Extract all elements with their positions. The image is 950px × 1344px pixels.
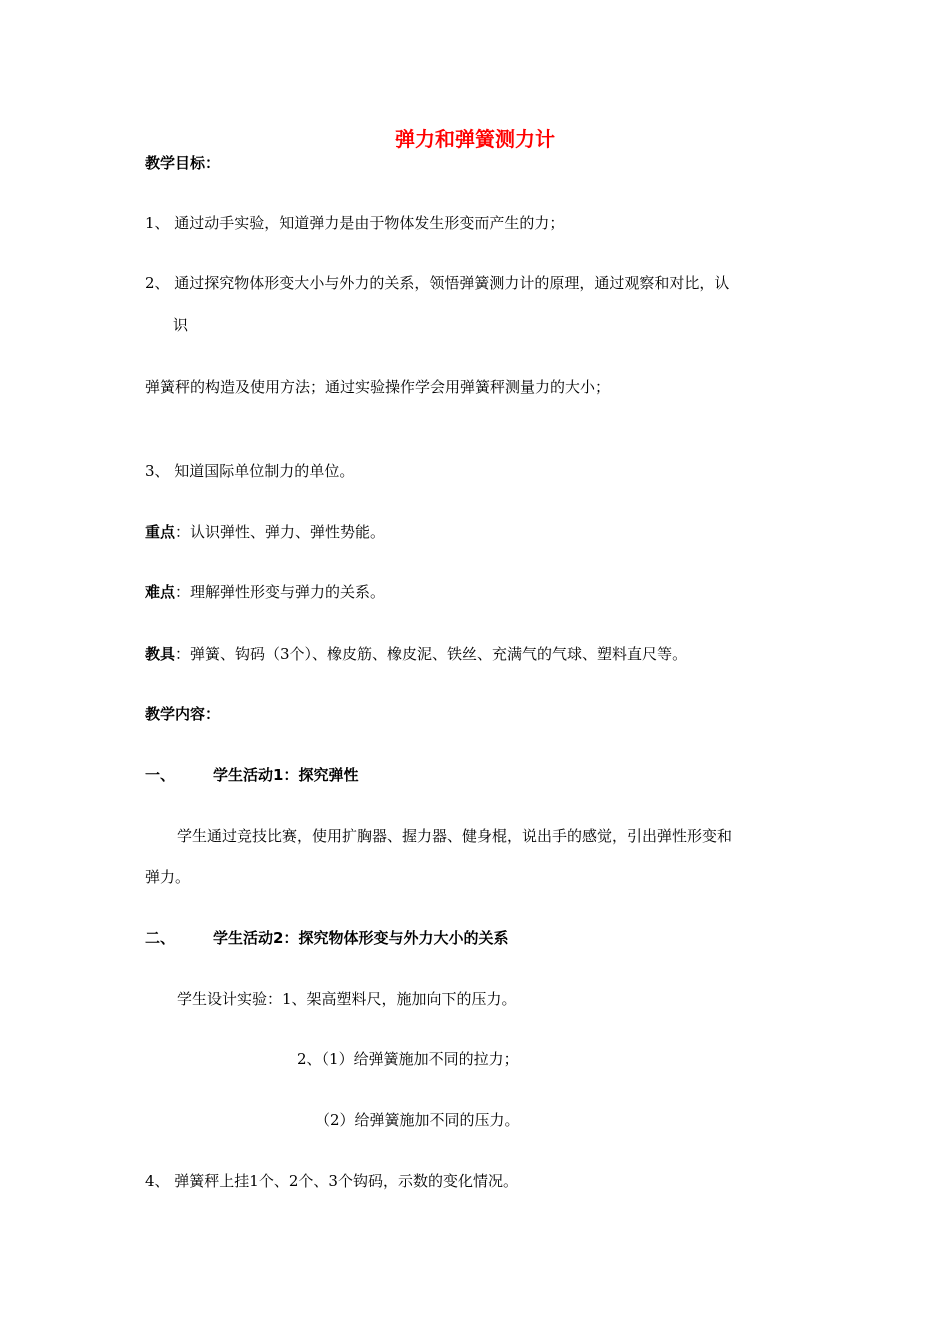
activity-2-line-2: 2、（1）给弹簧施加不同的拉力； <box>297 1050 519 1068</box>
activity-2-number: 二、 <box>145 929 176 947</box>
key-point-label: 重点 <box>145 523 176 541</box>
objectives-label: 教学目标： <box>145 154 221 172</box>
activity-1-line-2: 弹力。 <box>145 868 191 886</box>
activity-2-line-3: （2）给弹簧施加不同的压力。 <box>315 1111 520 1129</box>
content-label: 教学内容： <box>145 705 221 723</box>
key-point <box>145 522 385 542</box>
difficulty-text: ：理解弹性形变与弹力的关系。 <box>175 583 386 601</box>
activity-1-number: 一、 <box>145 766 176 784</box>
key-point-text: ：认识弹性、弹力、弹性势能。 <box>175 523 386 541</box>
tools <box>145 644 687 664</box>
tools-label: 教具 <box>145 645 176 663</box>
difficulty-label: 难点 <box>145 583 176 601</box>
activity-2-line-4: 4、 弹簧秤上挂1个、2个、3个钩码，示数的变化情况。 <box>145 1172 518 1190</box>
objective-item-1: 1、 通过动手实验，知道弹力是由于物体发生形变而产生的力； <box>145 214 565 232</box>
activity-2-heading: 学生活动2：探究物体形变与外力大小的关系 <box>213 929 509 947</box>
objective-item-3: 3、 知道国际单位制力的单位。 <box>145 462 355 480</box>
document-title: 弹力和弹簧测力计 <box>395 127 555 151</box>
objective-item-2-line-3: 弹簧秤的构造及使用方法；通过实验操作学会用弹簧秤测量力的大小； <box>145 378 611 396</box>
activity-2-line-1: 学生设计实验：1、架高塑料尺，施加向下的压力。 <box>177 990 517 1008</box>
objective-item-2-line-2: 识 <box>173 316 189 334</box>
activity-1-line-1: 学生通过竞技比赛，使用扩胸器、握力器、健身棍，说出手的感觉，引出弹性形变和 <box>177 827 733 845</box>
objective-item-2-line-1: 2、 通过探究物体形变大小与外力的关系，领悟弹簧测力计的原理，通过观察和对比，认 <box>145 274 730 292</box>
activity-1-heading: 学生活动1：探究弹性 <box>213 766 359 784</box>
difficulty <box>145 582 385 602</box>
tools-text: ：弹簧、钩码（3个）、橡皮筋、橡皮泥、铁丝、充满气的气球、塑料直尺等。 <box>175 645 688 663</box>
